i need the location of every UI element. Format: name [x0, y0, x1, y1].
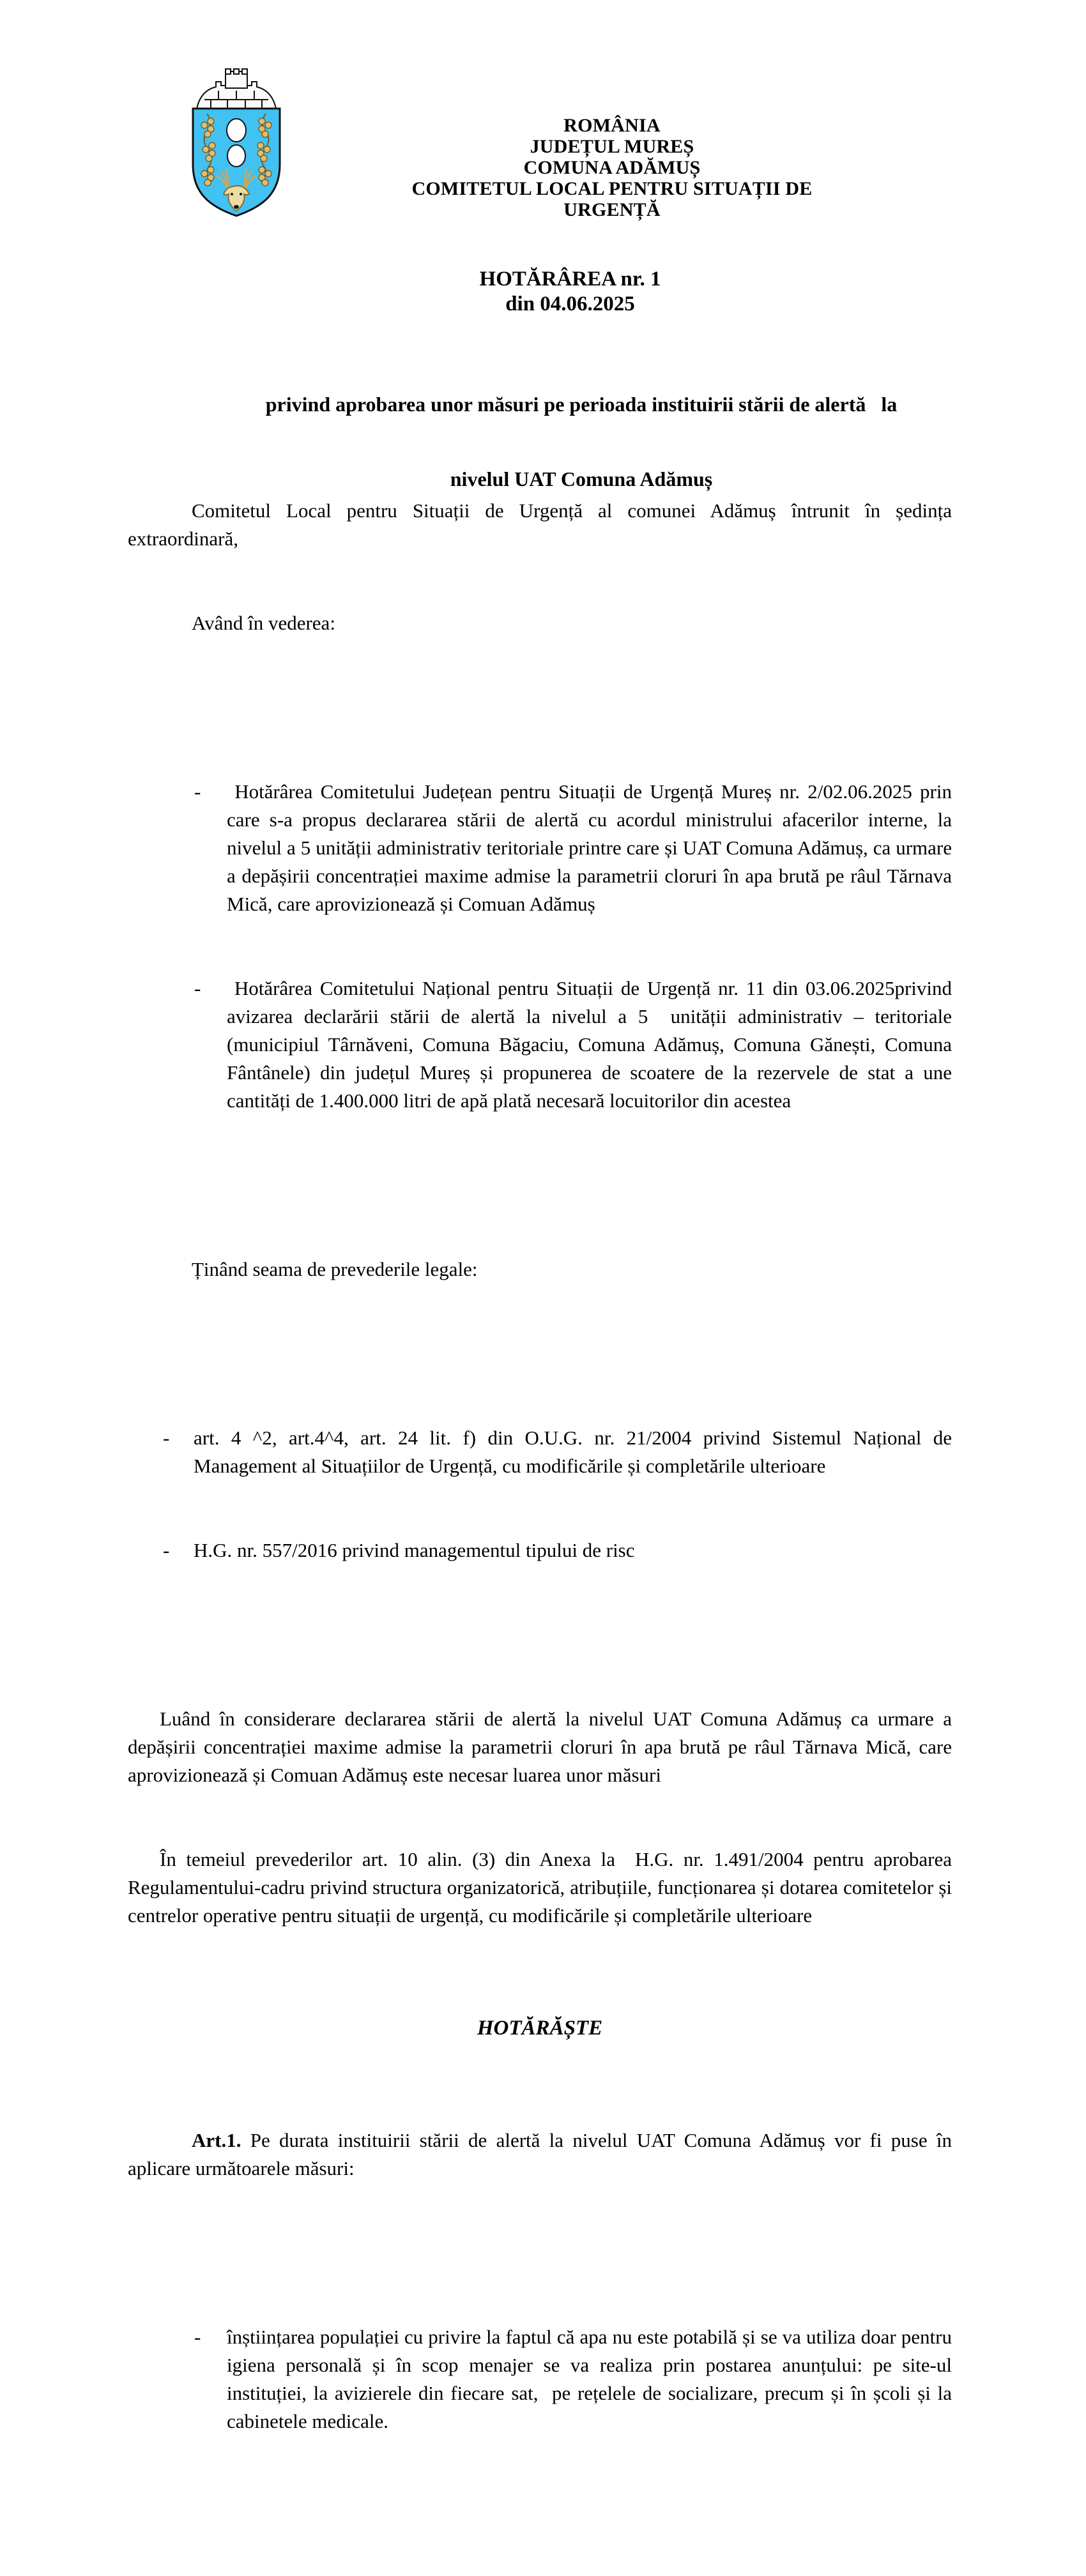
document-title — [128, 267, 1013, 317]
title-number: HOTĂRÂREA nr. 1 — [479, 268, 661, 291]
legal-basis-list — [128, 1368, 957, 1621]
header-committee-line1: COMITETUL LOCAL PENTRU SITUAȚII DE — [411, 178, 813, 199]
institution-header — [356, 115, 868, 220]
preamble-intro: Comitetul Local pentru Situații de Urgență al comunei Adămuș întrunit în ședința extraordinară, — [128, 499, 957, 550]
legal-provisions-intro: Ținând seama de prevederile legale: — [192, 1258, 478, 1280]
legal-basis-item: - art. 4 ^2, art.4^4, art. 24 lit. f) din O.U.G. nr. 21/2004 privind Sistemul Național de Management al Situațiilor de Urgență, cu modificările și completările ulterioare — [128, 1424, 952, 1480]
legal-basis-item: - H.G. nr. 557/2016 privind managementul tipului de risc — [128, 1536, 952, 1565]
header-country: ROMÂNIA — [563, 115, 661, 136]
title-date: din 04.06.2025 — [505, 292, 635, 315]
considerations-list — [128, 722, 957, 1171]
measures-list — [128, 2267, 957, 2492]
header-commune: COMUNA ADĂMUȘ — [523, 157, 701, 178]
preamble-having-regard: Având în vederea: — [192, 612, 335, 634]
article-1-label: Art.1. — [192, 2129, 241, 2151]
preamble-legal-grounds: În temeiul prevederilor art. 10 alin. (3) din Anexa la H.G. nr. 1.491/2004 pentru aprobarea Regulamentului-cadru privind structura organizatorică, atribuțiile, funcționarea și dotarea comitetelor și centrelor operative pentru situații de urgență, cu modificările și completările ulterioare — [128, 1848, 957, 1927]
consideration-item: - Hotărârea Comitetului Național pentru Situații de Urgență nr. 11 din 03.06.2025privind avizarea declarării stării de alertă la nivelul a 5 unității administrativ – teritoriale (municipiul Târnăveni, Comuna Băgaciu, Comuna Adămuș, Comuna Gănești, Comuna Fântânele) din județul Mureș și propunerea de scoatere de la rezervele de stat a une cantități de 1.400.000 litri de apă plată necesară locuitorilor din acestea — [128, 974, 952, 1115]
measure-item: - înștiințarea populației cu privire la faptul că apa nu este potabilă și se va utiliza doar pentru igiena personală și în scop menajer se va realiza prin postarea anunțului: pe site-ul instituției, la avizierele din fiecare sat, pe rețelele de socializare, precum și în școli și la cabinetele medicale. — [128, 2323, 952, 2436]
coat-of-arms-icon — [185, 69, 287, 217]
preamble-considering: Luând în considerare declararea stării de alertă la nivelul UAT Comuna Adămuș ca urmare a depășirii concentrației maxime admise la parametrii cloruri în apa brută pe râul Tărnava Mică, care aprovizionează și Comuan Adămuș este necesar luarea unor măsuri — [128, 1708, 957, 1786]
header-county: JUDEȚUL MUREȘ — [530, 136, 694, 157]
document-body — [128, 413, 957, 2576]
subtitle-line2: nivelul UAT Comuna Adămuș — [450, 467, 713, 490]
article-1-text: Pe durata instituirii stării de alertă la nivelul UAT Comuna Adămuș vor fi puse în aplicare următoarele măsuri: — [128, 2129, 957, 2179]
consideration-item: - Hotărârea Comitetului Județean pentru Situații de Urgență Mureș nr. 2/02.06.2025 prin care s-a propus declararea stării de alertă cu acordul ministrului afacerilor interne, la nivelul a 5 unității administrativ teritoriale printre care și UAT Comuna Adămuș, ca urmare a depășirii concentrației maxime admise la parametrii cloruri în apa brută pe râul Tărnava Mică, care aprovizionează și Comuan Adămuș — [128, 778, 952, 918]
subtitle-line1: privind aprobarea unor măsuri pe perioada instituirii stării de alertă la — [265, 393, 898, 416]
article-1 — [128, 2126, 957, 2183]
header-committee-line2: URGENȚĂ — [563, 199, 661, 220]
decision-heading: HOTĂRĂȘTE — [477, 2017, 603, 2040]
